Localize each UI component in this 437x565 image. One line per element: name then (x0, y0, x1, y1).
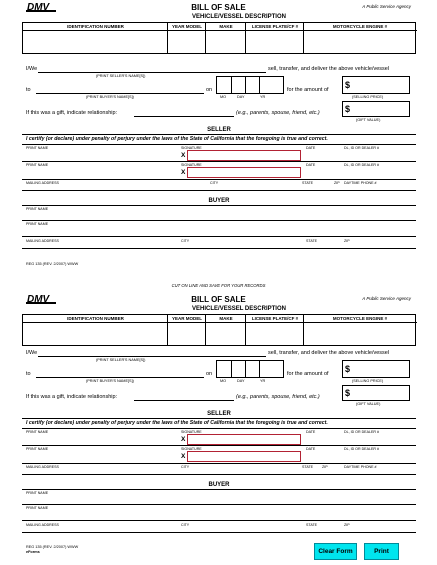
divider (22, 220, 416, 221)
buyer-print-name-label-2: PRINT NAME (26, 222, 49, 226)
seller-print-name-label: PRINT NAME (26, 430, 49, 434)
buyer-state-label: STATE (306, 523, 318, 527)
signature-x-mark: X (181, 152, 186, 159)
selling-price-caption: (SELLING PRICE) (352, 95, 384, 99)
on-label: on (206, 87, 213, 93)
selling-price-field[interactable] (342, 76, 410, 94)
divider (22, 179, 416, 180)
seller-mailing-address-label: MAILING ADDRESS (26, 181, 59, 185)
divider (22, 504, 416, 505)
divider (22, 144, 416, 145)
gift-example-text: (e.g., parents, spouse, friend, etc.) (236, 394, 320, 400)
seller-date-label-2: DATE (306, 447, 316, 451)
seller-state-label: STATE (302, 465, 314, 469)
form-footer: REG 135 (REV. 2/2007) WWW (26, 262, 79, 266)
seller-signature-label-2: SIGNATURE (181, 447, 202, 451)
vehicle-description-heading: VEHICLE/VESSEL DESCRIPTION (192, 306, 286, 312)
seller-signature-field-1[interactable] (187, 150, 301, 161)
gift-value-field[interactable] (342, 385, 410, 401)
divider (22, 134, 416, 135)
col-make: MAKE (219, 316, 233, 321)
divider (22, 161, 416, 162)
divider (22, 489, 416, 490)
seller-signature-field-2[interactable] (187, 167, 301, 178)
form-title: BILL OF SALE (191, 295, 246, 304)
print-buyers-caption: (PRINT BUYER'S NAME[S]) (86, 379, 134, 383)
clear-form-button[interactable]: Clear Form (314, 543, 357, 560)
col-identification-number: IDENTIFICATION NUMBER (67, 316, 124, 321)
divider (22, 463, 416, 464)
gift-value-field[interactable] (342, 101, 410, 117)
iwe-label: I/We (26, 66, 38, 72)
cut-line-text: CUT ON LINE AND SAVE FOR YOUR RECORDS (171, 283, 266, 288)
date-month-caption: MO (220, 379, 227, 383)
seller-signature-label: SIGNATURE (181, 430, 202, 434)
buyer-city-label: CITY (181, 239, 190, 243)
seller-dl-label: DL, ID OR DEALER # (344, 146, 379, 150)
vehicle-description-heading: VEHICLE/VESSEL DESCRIPTION (192, 14, 286, 20)
gift-example-text: (e.g., parents, spouse, friend, etc.) (236, 110, 320, 116)
seller-state-label: STATE (302, 181, 314, 185)
buyer-zip-label: ZIP (344, 239, 350, 243)
to-label: to (26, 87, 31, 93)
date-year-caption: YR (260, 95, 266, 99)
dollar-sign: $ (345, 364, 351, 374)
col-license-plate: LICENSE PLATE/CF # (251, 316, 299, 321)
col-year-model: YEAR MODEL (171, 24, 202, 29)
selling-price-caption: (SELLING PRICE) (352, 379, 384, 383)
divider (22, 236, 416, 237)
signature-x-mark: X (181, 436, 186, 443)
print-button[interactable]: Print (364, 543, 399, 560)
divider (22, 205, 416, 206)
seller-names-field[interactable] (38, 356, 266, 357)
seller-city-label: CITY (181, 465, 190, 469)
buyer-mailing-address-label: MAILING ADDRESS (26, 523, 59, 527)
buyer-names-field[interactable] (36, 377, 204, 378)
seller-signature-label-2: SIGNATURE (181, 163, 202, 167)
eforms-label: eForms (26, 550, 40, 554)
signature-x-mark: X (181, 453, 186, 460)
for-amount-label: for the amount of (287, 87, 329, 93)
divider (22, 474, 416, 475)
divider (22, 248, 416, 249)
bill-of-sale-form-bottom (0, 292, 437, 565)
for-amount-label: for the amount of (287, 371, 329, 377)
on-label: on (206, 371, 213, 377)
buyer-heading: BUYER (208, 198, 230, 204)
date-month-caption: MO (220, 95, 227, 99)
seller-date-label-2: DATE (306, 163, 316, 167)
gift-label: If this was a gift, indicate relationship: (26, 394, 118, 400)
divider (22, 445, 416, 446)
divider (22, 520, 416, 521)
divider (22, 428, 416, 429)
seller-zip-label: ZIP (322, 465, 328, 469)
selling-price-field[interactable] (342, 360, 410, 378)
seller-date-label: DATE (306, 430, 316, 434)
iwe-label: I/We (26, 350, 38, 356)
form-title: BILL OF SALE (191, 3, 246, 12)
gift-value-caption: (GIFT VALUE) (356, 402, 381, 406)
seller-print-name-label: PRINT NAME (26, 146, 49, 150)
sale-date-field[interactable] (216, 360, 284, 378)
col-identification-number: IDENTIFICATION NUMBER (67, 24, 124, 29)
svg-text:DMV: DMV (27, 2, 50, 13)
dollar-sign: $ (345, 104, 351, 114)
seller-print-name-label-2: PRINT NAME (26, 163, 49, 167)
signature-x-mark: X (181, 169, 186, 176)
seller-signature-field-1[interactable] (187, 434, 301, 445)
divider (22, 532, 416, 533)
buyer-city-label: CITY (181, 523, 190, 527)
dollar-sign: $ (345, 388, 351, 398)
seller-signature-label: SIGNATURE (181, 146, 202, 150)
seller-city-label: CITY (210, 181, 219, 185)
bill-of-sale-form-top (0, 0, 437, 282)
seller-names-field[interactable] (38, 72, 266, 73)
buyer-names-field[interactable] (36, 93, 204, 94)
col-make: MAKE (219, 24, 233, 29)
form-footer: REG 135 (REV. 2/2007) WWW (26, 545, 79, 549)
seller-dl-label: DL, ID OR DEALER # (344, 430, 379, 434)
date-year-caption: YR (260, 379, 266, 383)
seller-mailing-address-label: MAILING ADDRESS (26, 465, 59, 469)
sell-transfer-text: sell, transfer, and deliver the above vehicle/vessel (268, 66, 390, 72)
buyer-state-label: STATE (306, 239, 318, 243)
seller-date-label: DATE (306, 146, 316, 150)
seller-dl-label-2: DL, ID OR DEALER # (344, 447, 379, 451)
col-year-model: YEAR MODEL (171, 316, 202, 321)
sale-date-field[interactable] (216, 76, 284, 94)
buyer-print-name-label: PRINT NAME (26, 491, 49, 495)
phone-text: DAYTIME PHONE # (344, 181, 377, 185)
date-day-caption: DAY (237, 95, 245, 99)
col-motorcycle-engine: MOTORCYCLE ENGINE # (332, 24, 388, 29)
seller-dl-label-2: DL, ID OR DEALER # (344, 163, 379, 167)
date-day-caption: DAY (237, 379, 245, 383)
gift-relationship-field[interactable] (134, 116, 234, 117)
buyer-print-name-label-2: PRINT NAME (26, 506, 49, 510)
vehicle-description-table (22, 314, 416, 346)
agency-tagline: A Public Service Agency (362, 4, 411, 9)
seller-phone-label: DAYTIME PHONE # (344, 465, 377, 469)
dollar-sign: $ (345, 80, 351, 90)
gift-value-caption: (GIFT VALUE) (356, 118, 381, 122)
vehicle-description-table (22, 22, 416, 54)
divider (22, 418, 416, 419)
buyer-zip-label: ZIP (344, 523, 350, 527)
col-motorcycle-engine: MOTORCYCLE ENGINE # (332, 316, 388, 321)
gift-label: If this was a gift, indicate relationship: (26, 110, 118, 116)
col-license-plate: LICENSE PLATE/CF # (251, 24, 299, 29)
to-label: to (26, 371, 31, 377)
divider (22, 190, 416, 191)
seller-certification: I certify (or declare) under penalty of perjury under the laws of the State of California that the foregoing is true and correct. (26, 420, 328, 426)
seller-print-name-label-2: PRINT NAME (26, 447, 49, 451)
print-sellers-caption: (PRINT SELLER'S NAME[S]) (96, 74, 146, 78)
seller-signature-field-2[interactable] (187, 451, 301, 462)
buyer-mailing-address-label: MAILING ADDRESS (26, 239, 59, 243)
svg-text:DMV: DMV (27, 294, 50, 305)
seller-heading: SELLER (207, 411, 231, 417)
gift-relationship-field[interactable] (134, 400, 234, 401)
buyer-heading: BUYER (208, 482, 230, 488)
seller-phone-label (344, 181, 376, 185)
print-sellers-caption: (PRINT SELLER'S NAME[S]) (96, 358, 146, 362)
sell-transfer-text: sell, transfer, and deliver the above vehicle/vessel (268, 350, 390, 356)
seller-zip-label: ZIP (334, 181, 340, 185)
agency-tagline: A Public Service Agency (362, 296, 411, 301)
print-buyers-caption: (PRINT BUYER'S NAME[S]) (86, 95, 134, 99)
seller-heading: SELLER (207, 127, 231, 133)
seller-certification: I certify (or declare) under penalty of perjury under the laws of the State of California that the foregoing is true and correct. (26, 136, 328, 142)
buyer-print-name-label: PRINT NAME (26, 207, 49, 211)
